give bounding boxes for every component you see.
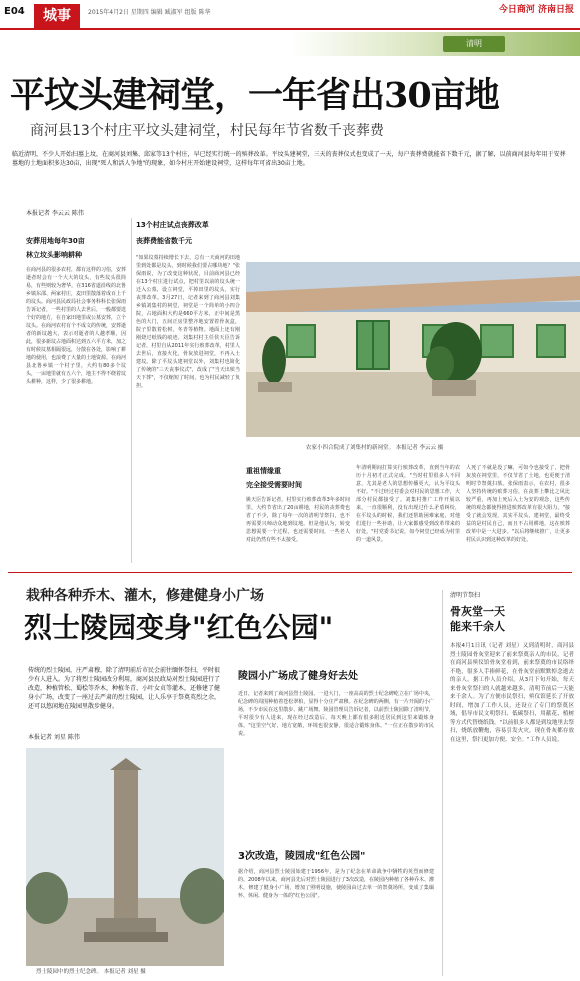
page-header: [0, 0, 580, 30]
second-sub1: 陵园小广场成了健身好去处: [238, 671, 358, 682]
sidebar-body: 本报4月1日讯（记者 刘星）又到清明时，商河县烈士陵园骨灰堂迎来了前来祭奠亲人的市民。记者在商河县殡仪馆骨灰堂看到，前来祭奠的市民络绎不绝，很多人手捧鲜花，在骨灰堂前默默悼念逝去的亲人。据工作人员介绍，从3月下旬开始，每天来骨灰堂祭扫的人就越来越多，清明节前后一天能来千余人。为了方便市民祭扫，殡仪馆延长了开放时间，增加了工作人员，还设立了专门的祭奠区域，倡导市民文明祭扫、低碳祭扫，用献花、植树等方式代替烧纸钱。"以前很多人都是到坟地里去祭扫，烧纸放鞭炮，容易引发火灾，现在骨灰都存放在这里，祭扫更加方便、安全。"工作人员说。: [450, 643, 574, 743]
sidebar-divider: [442, 590, 443, 976]
monument-photo: [26, 748, 224, 966]
col3-heading1: 重祖情缘重: [246, 467, 281, 475]
second-lead: 传统的烈士陵园，庄严肃穆，除了清明前后市民会前往缅怀祭扫，平时很少有人进入。为了将烈士陵园改分利用，商河县民政局对烈士陵园进行了改造，种植管松、蜀桧等乔木，种植冬青、小叶女贞等灌木，还修建了健身小广场，改变了一座过去严肃的烈士陵园，让人乐享于祭奠英烈之余，还可以悠闲地在陵园里散步健身。: [28, 667, 221, 710]
col2-heading2: 丧葬费能省数千元: [136, 237, 192, 245]
second-sub2: 3次改造，陵园成"红色公园": [238, 851, 366, 862]
second-kicker: 栽种各种乔木、灌木，修建健身小广场: [26, 588, 264, 604]
second-byline: 本报记者 刘星 陈伟: [28, 734, 80, 741]
col2-body: "如果坟墓持续增长下去，总有一天商河的田地里到处都是坟头，到时候我们要占哪块地？"张保雨说，为了改变这种状况，目前商河县已经在13个村庄进行试点，把村里以前的坟头统一迁入公墓，设立祠堂，平掉田里的坟头，实行丧葬改革。3月27日，记者来到了商河县刘集乡镇刘集村的祠堂，祠堂是一个简单的小四合院，占地面积大约是660平方米，正中间是黑色的大门，五间正房里整齐地安置着骨灰盒，院子里散着松树，冬青等植物。地面上还有刚刚烧过纸钱的痕迹。刘集村村主任侯天臣告诉记者，村里自从2011年实行殡葬改革，村里人去世后，直接火化，骨灰放进祠堂，不再入土建坟。除了平坟头建祠堂以外，刘集村也简化了传统的"三天丧事仪式"，改成了"当天出殡当天下葬"，不仅缩短了时间，也为村民减轻了负担。: [136, 255, 240, 389]
sidebar-headline-1: 骨灰堂一天: [450, 605, 505, 618]
col1-body: 在商河县的很多农村，都有这样的习俗，安葬逝者时会有一个大大的坟头，有些坟头很简易，有些则较为奢华。在316省道沿线的北鲁乡镇东邵、两家村庄，麦田里散落着成百上千的坟头。商河县民政局社会事务科科长张保雨告诉记者，一些村里的人去世后，一般都要选个好的地方，在自家田地里或公墓安葬，立个坟头。在商河农村有个不成文的传统，安葬逝者的新坟越大，表示对逝者的人越孝顺，因此，很多新坟占地面积达到五六平方米，加之有时候坟墓相隔很远，分散在各处，影响了耕地的使用，也浪费了大量的土地资源。在商河县北鲁乡镇一个村子里，大约有80多个坟头，一亩地里就有五六个，地主不得不绕着坟头耕种，这样，少了很多耕地。: [26, 267, 126, 385]
sidebar: [450, 592, 574, 972]
main-byline: 本报记者 李云云 陈伟: [26, 210, 84, 217]
col5-body: 人死了不就是没了嘛，可如今也接受了，把骨灰放在祠堂里，不仅节省了土地，也更便于清明时节祭奠扫墓。张保雨表示，在农村，很多人坚持传统的殡葬习俗，在丧葬上攀比之风比较严重，再加上死后入土为安的观念，这些传统的观念都使得推进殡葬改革有很大阻力。"接受了就会发现，其实平坟头、建祠堂，最终受益的是村民自己，而且不占用耕地，这在殡葬改革中是一大进步。"以后将继续推广，让更多村民认识到这种改革的好处。: [466, 465, 570, 543]
col3-body: 姚天臣告诉记者，村里实行殡葬改革3年多时间里，大约节省出了20亩耕地，村民的丧葬费也省了不少，除了每年一次的清明节祭扫，也不再需要兴师动众地到坟地。但是他认为，转变思想需要一个过程，也还需要时间，一些老人对此仍然有些不太接受。: [246, 497, 350, 543]
sidebar-headline-2: 能来千余人: [450, 620, 505, 633]
col1-heading2: 林立坟头影响耕种: [26, 251, 82, 259]
ancestral-hall-photo: [246, 262, 580, 437]
monument-caption: 烈士陵园中的烈士纪念碑。 本报记者 刘星 摄: [36, 969, 146, 975]
issue-meta: 2015年4月2日 星期四 编辑 臧淑军 组版 陈华: [88, 9, 211, 16]
photo1-caption: 农家小四合院成了刘集村的新祠堂。 本报记者 李云云 摄: [306, 445, 444, 451]
main-lead: 临近清明，不少人开始扫墓上坟，在商河县刘集、邱家等13个村庄，早已经实行统一的殡葬改革。平坟头建祠堂，三天的丧葬仪式也变成了一天，每户丧葬费就能省下数千元，据了解，以前商河县每年用于安葬墓地的土地面积多达30亩，出现"死人和活人争地"的现象，如今村庄开始建设祠堂，这样每年可省出30亩土地。: [12, 151, 566, 167]
second-headline: 烈士陵园变身"红色公园": [24, 611, 334, 644]
page-number: E04: [4, 6, 25, 17]
section-divider: [8, 572, 572, 573]
qingming-badge: 清明: [443, 36, 505, 52]
newspaper-logo: 今日商河 济南日报: [498, 5, 574, 15]
col3-heading2: 完全接受需要时间: [246, 481, 302, 489]
column-divider: [131, 218, 132, 563]
col1-heading1: 安葬用地每年30亩: [26, 237, 85, 245]
sidebar-kicker: 清明节祭扫: [450, 592, 481, 599]
main-subheadline: 商河县13个村庄平坟头建祠堂，村民每年节省数千丧葬费: [30, 123, 384, 139]
second-sub1-body: 近日，记者来到了商河县烈士陵园，一进大门，一座高高的烈士纪念碑屹立在广场中央，纪念碑的周围种植着苍松翠柏，显得十分庄严肃穆。在纪念碑的两侧，有一片开阔的小广场，不少市民在这里散步、跳广场舞。陵园管理员告诉记者，以前烈士陵园除了清明节，平时很少有人进来，现在经过改造后，每天晚上都有很多附近居民到这里来锻炼身体。"这里空气好，地方宽敞，环境也很安静，很适合锻炼身体。"一位正在散步的市民说。: [238, 691, 434, 737]
second-sub2-body: 据介绍，商河县烈士陵园始建于1956年，是为了纪念在革命战争中牺牲的英烈而修建的。2008年以来，商河县先后对烈士陵园进行了3次改造，在陵园内种植了各种乔木、灌木，修建了健身小广场，增加了照明设施，使陵园由过去单一的祭奠场所，变成了集缅怀、休闲、健身为一体的"红色公园"。: [238, 869, 434, 899]
col4-body: 年清明期间打算实行殡葬改革，直到当年的农历十月初才正式完成，"当时村里很多人不同意，尤其是老人的思想传播更大，认为平坟头不好。"不过经过村委会对村民的思想工作，大部分村民都接受了。刘集村推广工作开展以来，一直很顺利，没有出现过什么矛盾纠纷，在平坟头的时候，我们还帮助困难家庭，对他们进行一些补助，让大家都感受到改革带来的好处。"村党委书记说，如今祠堂已经成为村里的一道风景。: [356, 465, 460, 543]
col2-heading1: 13个村庄试点丧葬改革: [136, 221, 209, 229]
main-headline: 平坟头建祠堂，一年省出30亩地: [10, 75, 499, 116]
section-title: 城事: [34, 4, 80, 28]
